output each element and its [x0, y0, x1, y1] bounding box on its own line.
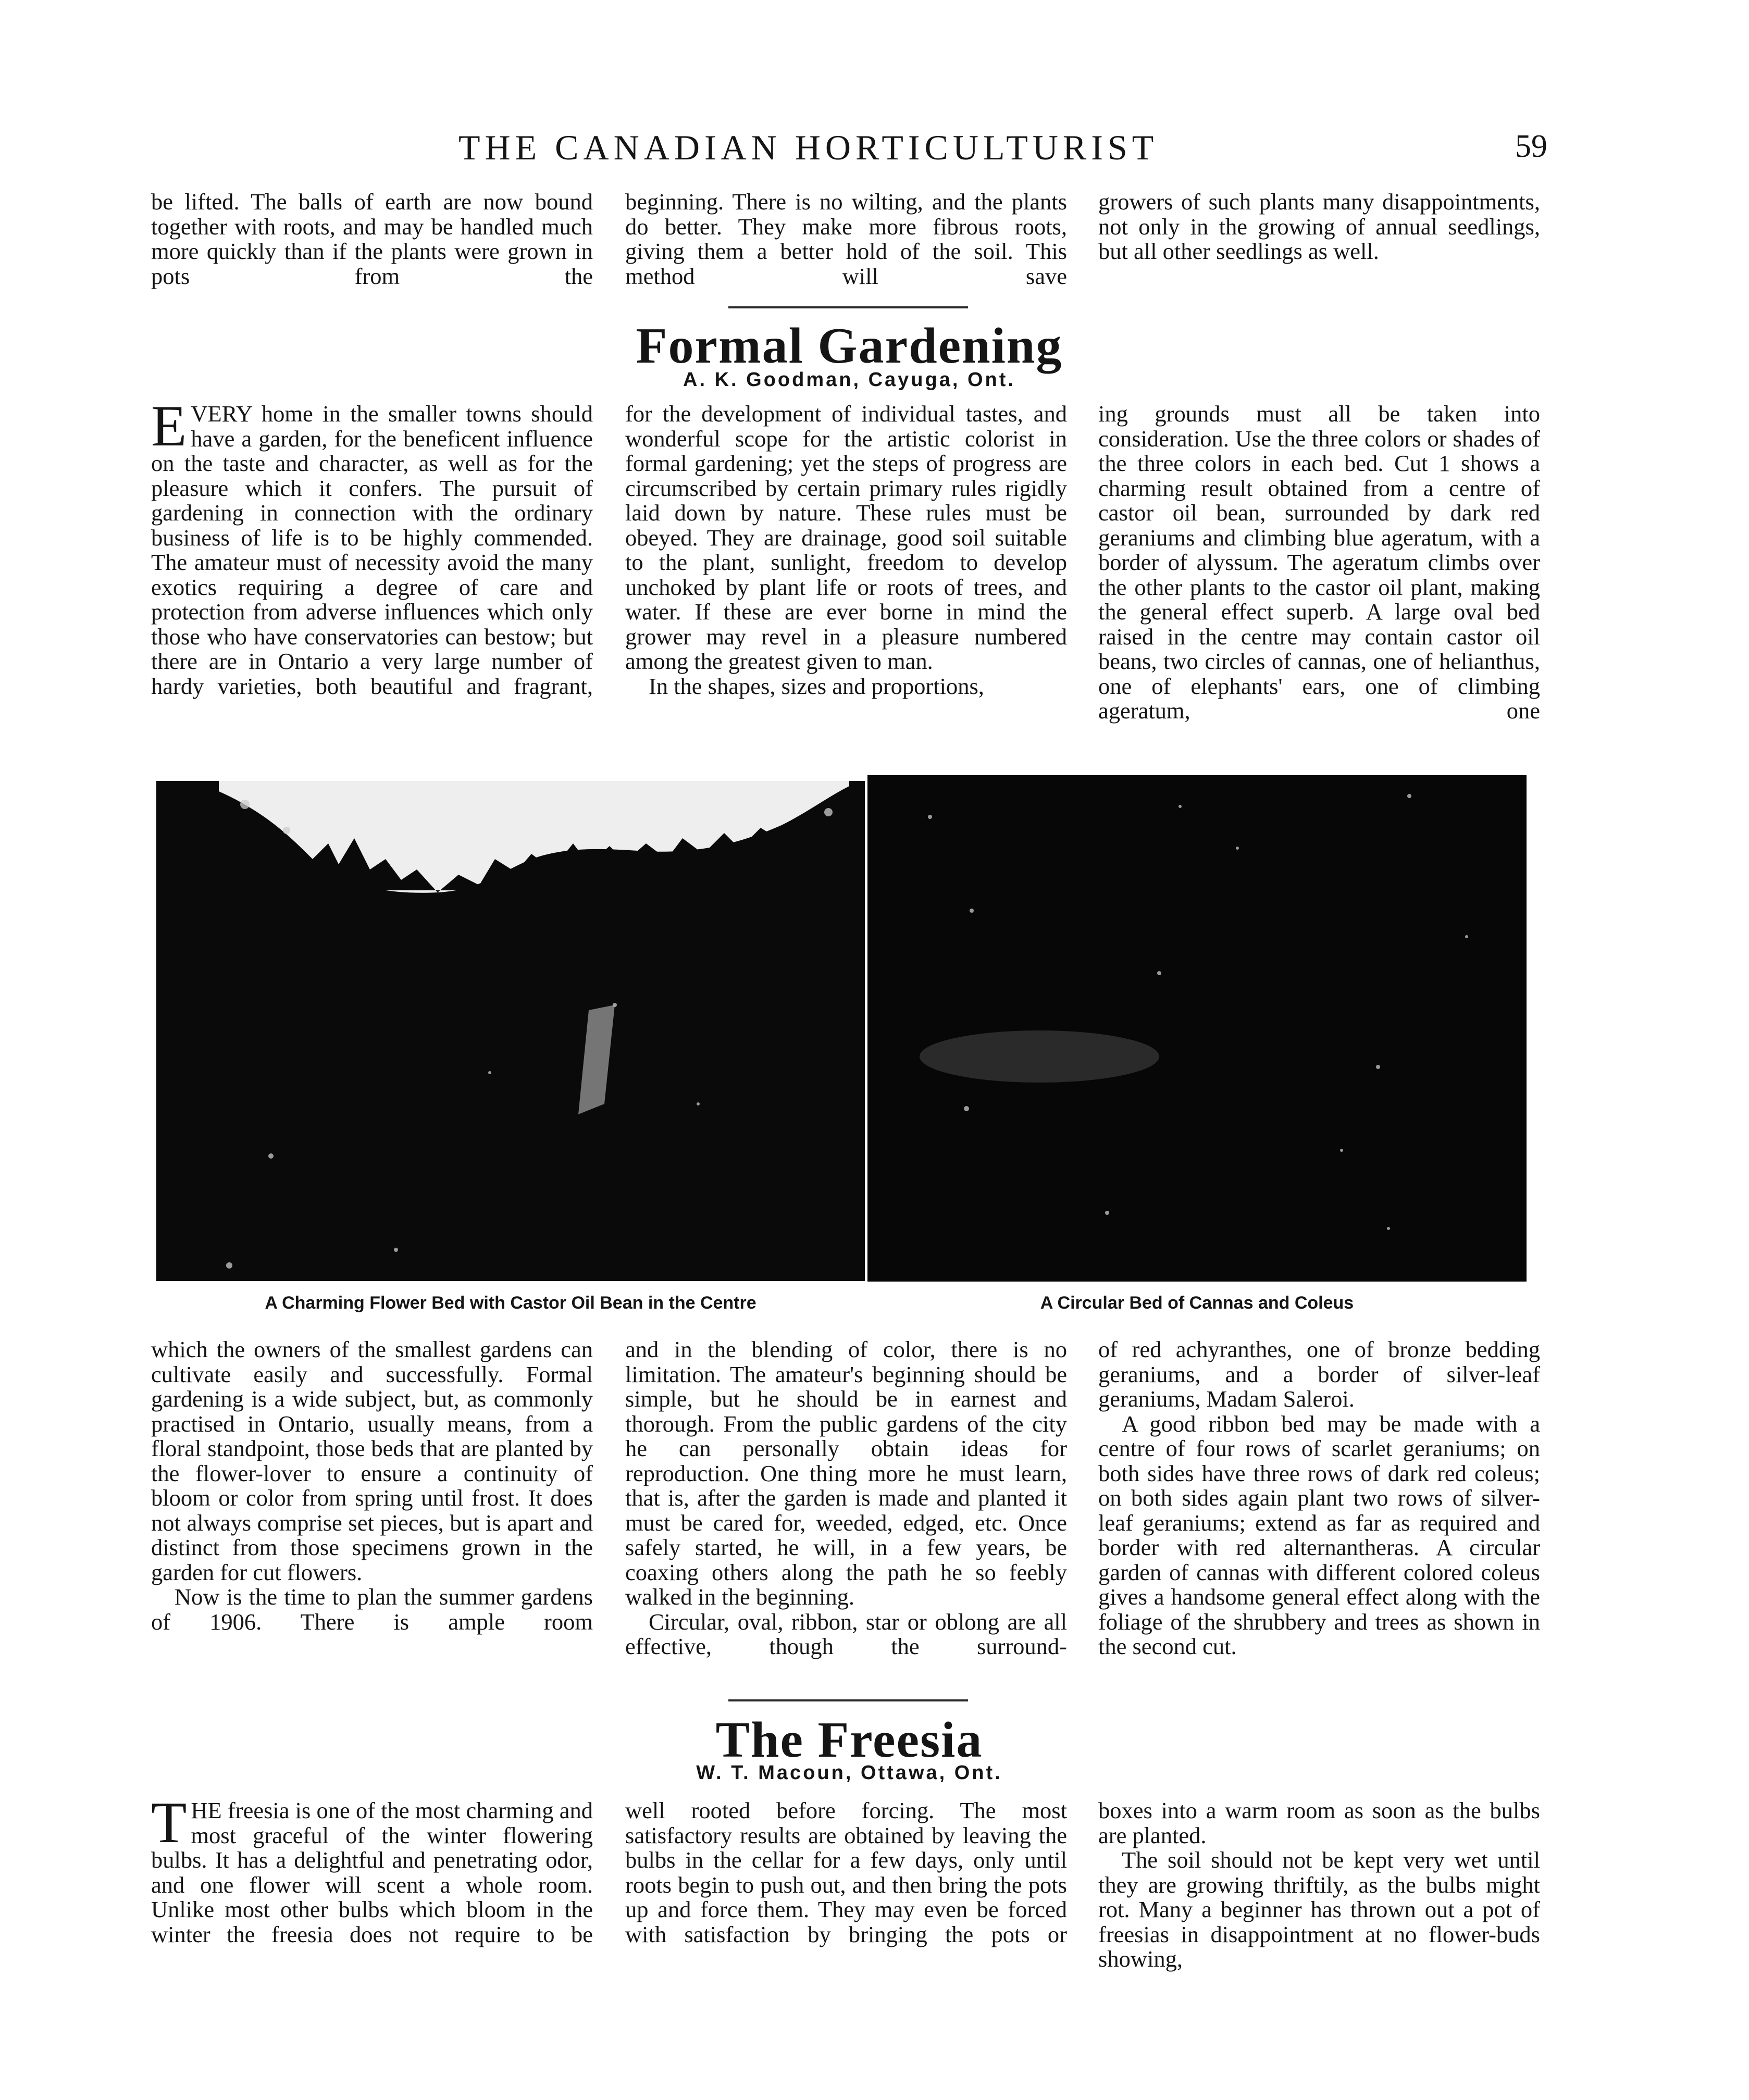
article-column-3	[1098, 402, 1540, 724]
article-title: Formal Gardening	[636, 318, 1063, 374]
article-byline: A. K. Goodman, Cayuga, Ont.	[683, 369, 1015, 391]
article-column-2	[625, 1337, 1067, 1659]
lead-word: VERY	[191, 401, 252, 427]
photo-caption: A Circular Bed of Cannas and Coleus	[1040, 1293, 1354, 1313]
photo-castor-oil-bean-bed	[156, 781, 865, 1281]
paragraph: In the shapes, sizes and proportions,	[649, 673, 984, 699]
article-title: The Freesia	[715, 1712, 983, 1768]
running-head: THE CANADIAN HORTICULTURIST	[458, 128, 1159, 167]
paragraph: which the owners of the smallest gardens can cultivate easily and successfully. Formal gardening is a wide subject, but, as commonly practised in Ontario, usually means, from a floral standpoint, those beds that are planted by the flower-lover to ensure a continuity of bloom or color from spring until frost. It does not always comprise set pieces, but is apart and distinct from those specimens grown in the garden for cut flowers.	[151, 1336, 593, 1585]
paragraph: A good ribbon bed may be made with a centre of four rows of scarlet geraniums; on both sides have three rows of dark red coleus; on both sides again plant two rows of silver-leaf geraniums; extend as far as required and border with red alternantheras. A circular garden of cannas with different colored coleus gives a handsome general effect along with the foliage of the shrubbery and trees as shown in the second cut.	[1098, 1410, 1540, 1659]
article-column-3	[1098, 1337, 1540, 1659]
article-column-1	[151, 1337, 593, 1634]
photo-castor-oil-bean-bed-image	[156, 781, 865, 1281]
article-column-2	[625, 402, 1067, 699]
paragraph: beginning. There is no wilting, and the plants do better. They make more fibrous roots, giving them a better hold of the soil. This method will save	[625, 189, 1067, 289]
paragraph: for the development of individual tastes, and wonderful scope for the artistic colorist in formal gardening; yet the steps of progress are circumscribed by certain primary rules rigidly laid down by nature. These rules must be obeyed. They are drainage, good soil suitable to the plant, sunlight, freedom to develop unchoked by plant life or roots of trees, and water. If these are ever borne in mind the grower may revel in a pleasure numbered among the greatest given to man.	[625, 401, 1067, 674]
paragraph: ing grounds must all be taken into consideration. Use the three colors or shades of the three colors in each bed. Cut 1 shows a charming result obtained from a centre of castor oil bean, surrounded by dark red geraniums and climbing blue ageratum, with a border of alyssum. The ageratum climbs over the other plants to the castor oil plant, making the general effect superb. A large oval bed raised in the centre may contain castor oil beans, two circles of cannas, one of helianthus, one of elephants' ears, one of climbing ageratum, one	[1098, 401, 1540, 724]
page-number: 59	[1515, 129, 1547, 164]
paragraph: The soil should not be kept very wet until they are growing thriftily, as the bulbs might rot. Many a beginner has thrown out a pot of freesias in disappointment at no flower-buds showing,	[1098, 1847, 1540, 1972]
continuation-column-1	[151, 190, 593, 289]
paragraph-text: home in the smaller towns should have a garden, for the beneficent influence on the taste and character, as well as for the pleasure which it confers. The pursuit of gardening in connection with the ordinary business of life is to be highly commended. The amateur must of necessity avoid the many exotics requiring a degree of care and protection from adverse influences which only those who have conservatories can bestow; but there are in Ontario a very large number of hardy varieties, both beautiful and fragrant,	[151, 401, 593, 699]
separator-rule	[728, 306, 968, 308]
drop-cap: E	[151, 394, 187, 458]
article-byline: W. T. Macoun, Ottawa, Ont.	[696, 1762, 1002, 1784]
lead-word: HE	[191, 1797, 222, 1823]
paragraph: Now is the time to plan the summer gardens of 1906. There is ample room	[151, 1584, 593, 1635]
paragraph: be lifted. The balls of earth are now bound together with roots, and may be handled much more quickly than if the plants were grown in pots from the	[151, 189, 593, 289]
continuation-column-2	[625, 190, 1067, 289]
photo-cannas-coleus-bed	[867, 775, 1527, 1282]
separator-rule	[728, 1699, 968, 1701]
paragraph: growers of such plants many disappointments, not only in the growing of annual seedlings, but all other seedlings as well.	[1098, 189, 1540, 264]
article-column-3	[1098, 1798, 1540, 1972]
paragraph: Circular, oval, ribbon, star or oblong are all effective, though the surround-	[625, 1608, 1067, 1659]
paragraph	[151, 394, 593, 699]
continuation-column-3	[1098, 190, 1540, 264]
paragraph: and in the blending of color, there is no limitation. The amateur's beginning should be simple, but he should be in earnest and thorough. From the public gardens of the city he can personally obtain ideas for reproduction. One thing more he must learn, that is, after the garden is made and planted it must be cared for, weeded, edged, etc. Once safely started, he will, in a few years, be coaxing others along the path he so feebly walked in the beginning.	[625, 1336, 1067, 1610]
drop-cap: T	[151, 1791, 187, 1855]
paragraph	[151, 1791, 593, 1947]
paragraph: boxes into a warm room as soon as the bulbs are planted.	[1098, 1797, 1540, 1848]
article-column-1	[151, 1791, 593, 1947]
article-column-1	[151, 394, 593, 699]
paragraph-text: freesia is one of the most charming and most graceful of the winter flowering bulbs. It has a delightful and penetrating odor, and one flower will scent a whole room. Unlike most other bulbs which bloom in the winter the freesia does not require to be	[151, 1797, 593, 1947]
photo-cannas-coleus-bed-image	[867, 775, 1527, 1282]
paragraph: well rooted before forcing. The most satisfactory results are obtained by leaving the bulbs in the cellar for a few days, only until roots begin to push out, and then bring the pots up and force them. They may even be forced with satisfaction by bringing the pots or	[625, 1797, 1067, 1947]
paragraph: of red achyranthes, one of bronze bedding geraniums, and a border of silver-leaf geraniums, Madam Saleroi.	[1098, 1336, 1540, 1412]
article-column-2	[625, 1798, 1067, 1947]
photo-caption: A Charming Flower Bed with Castor Oil Bean in the Centre	[265, 1293, 756, 1313]
